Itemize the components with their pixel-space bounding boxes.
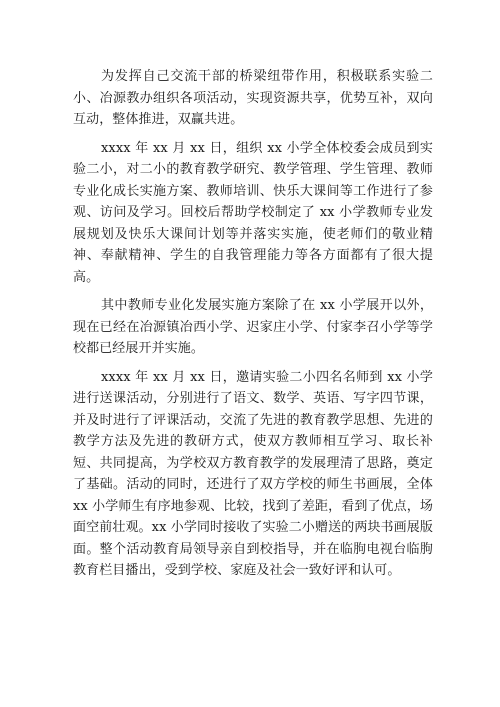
paragraph-4: xxxx 年 xx 月 xx 日，邀请实验二小四名名师到 xx 小学进行送课活动，分别进行了语文、数学、英语、写字四节课，并及时进行了评课活动，交流了先进的教育教学思想、先进的教学方法及先进的教研方式，使双方教师相互学习、取长补短、共同提高，为学校双方教育教学的发展理清了思路，奠定了基础。活动的同时，还进行了双方学校的师生书画展，全体 xx 小学师生有序地参观、比较，找到了差距，看到了优点，场面空前壮观。xx 小学同时接收了实验二小赠送的两块书画展版面。整个活动教育局领导亲自到校指导，并在临朐电视台临朐教育栏目播出，受到学校、家庭及社会一致好评和认可。: [73, 369, 433, 578]
paragraph-2: xxxx 年 xx 月 xx 日，组织 xx 小学全体校委会成员到实验二小，对二小的教育教学研究、教学管理、学生管理、教师专业化成长实施方案、教师培训、快乐大课间等工作进行了参观、访问及学习。回校后帮助学校制定了 xx 小学教师专业发展规划及快乐大课间计划等并落实实施，使老师们的敬业精神、奉献精神、学生的自我管理能力等各方面都有了很大提高。: [73, 140, 433, 285]
paragraph-1: 为发挥自己交流干部的桥梁纽带作用，积极联系实验二小、冶源教办组织各项活动，实现资源共享，优势互补，双向互动，整体推进，双赢共进。: [73, 69, 433, 127]
paragraph-3: 其中教师专业化发展实施方案除了在 xx 小学展开以外，现在已经在冶源镇冶西小学、迟家庄小学、付家李召小学等学校都已经展开并实施。: [73, 298, 433, 356]
document-body: [73, 66, 433, 589]
